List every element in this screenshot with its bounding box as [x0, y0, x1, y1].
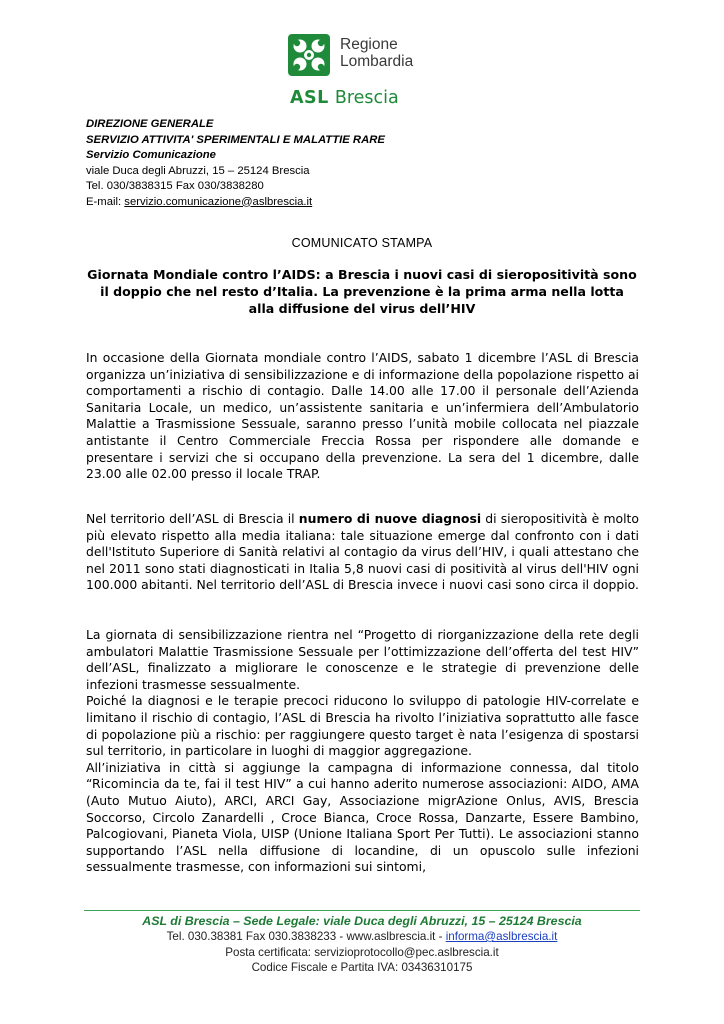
page-footer: [0, 913, 724, 976]
header-phone: Tel. 030/3838315 Fax 030/3838280: [86, 180, 264, 192]
logo-city-text: Brescia: [334, 88, 399, 108]
header-comunicazione: Servizio Comunicazione: [86, 149, 216, 161]
logo-region-line1: Regione: [340, 36, 398, 53]
logo-asl-text: ASL: [290, 88, 329, 108]
header-email-label: E-mail:: [86, 195, 125, 208]
footer-tax-id: Codice Fiscale e Partita IVA: 03436310175: [251, 961, 473, 974]
regione-lombardia-asl-logo: [288, 34, 448, 110]
paragraph-3b-text: Poiché la diagnosi e le terapie precoci riducono lo sviluppo di patologie HIV-correlate e limitano il rischio di contagio, l’ASL di Brescia ha rivolto l’iniziativa soprattutto alle fasce di popolazione più a rischio: per raggiungere questo target è nata l’esigenza di spostarsi sul territorio, in particolare in luoghi di maggior aggregazione.: [86, 693, 639, 759]
footer-pec: Posta certificata: servizioprotocollo@pec.aslbrescia.it: [225, 945, 499, 959]
footer-email-link[interactable]: informa@aslbrescia.it: [445, 930, 558, 943]
paragraph-2-start: Nel territorio dell’ASL di Brescia il: [86, 511, 299, 526]
logo-region-name: [340, 36, 413, 70]
footer-legal-address: ASL di Brescia – Sede Legale: viale Duca degli Abruzzi, 15 – 25124 Brescia: [142, 914, 582, 928]
header-direzione: DIREZIONE GENERALE: [86, 118, 214, 130]
footer-divider: [84, 910, 640, 911]
paragraph-2-end: di sieropositività è molto più elevato rispetto alla media italiana: tale situazione emerge dal confronto con i dati dell'Istituto Superiore di Sanità relativi al contagio da virus dell’HIV, i quali attestano che nel 2011 sono stati diagnosticati in Italia 5,8 nuovi casi di positività al virus dell'HIV ogni 100.000 abitanti. Nel territorio dell’ASL di Brescia invece i nuovi casi sono circa il doppio.: [86, 511, 639, 593]
header-email-line: [86, 195, 385, 211]
paragraph-3a-text: La giornata di sensibilizzazione rientra nel “Progetto di riorganizzazione della rete degli ambulatori Malattie Trasmissione Sessuale per l’ottimizzazione dell’offerta del test HIV” dell’ASL, finalizzato a migliorare le conoscenze e le strategie di prevenzione delle infezioni trasmesse sessualmente.: [86, 627, 639, 692]
logo-asl-brescia: [290, 88, 399, 108]
press-release-title: Giornata Mondiale contro l’AIDS: a Brescia i nuovi casi di sieropositività sono il doppio che nel resto d’Italia. La prevenzione è la prima arma nella lotta alla diffusione del virus dell’HIV: [87, 267, 637, 317]
header-servizio: SERVIZIO ATTIVITA' SPERIMENTALI E MALATTIE RARE: [86, 133, 385, 146]
paragraph-2: [86, 511, 639, 594]
paragraph-3: [86, 627, 639, 876]
regione-lombardia-rose-icon: [288, 34, 330, 76]
paragraph-2-emphasis: numero di nuove diagnosi: [298, 511, 482, 526]
footer-contacts-text: Tel. 030.38381 Fax 030.3838233 - www.aslbrescia.it -: [166, 930, 446, 943]
header-address: viale Duca degli Abruzzi, 15 – 25124 Brescia: [86, 164, 310, 177]
paragraph-2-text: [86, 511, 639, 594]
paragraph-3c-text: All’iniziativa in città si aggiunge la campagna di informazione connessa, dal titolo “Ricomincia da te, fai il test HIV” a cui hanno aderito numerose associazioni: AIDO, AMA (Auto Mutuo Aiuto), ARCI, ARCI Gay, Associazione migrAzione Onlus, AVIS, Brescia Soccorso, Circolo Zanardelli , Croce Bianca, Croce Rossa, Danzarte, Essere Bambino, Palcogiovani, Pianeta Viola, UISP (Unione Italiana Sport Per Tutti). Le associazioni stanno supportando l’ASL nella diffusione di locandine, di un opuscolo sulle infezioni sessualmente trasmesse, con informazioni sui sintomi,: [86, 759, 639, 875]
footer-contacts: [0, 929, 724, 945]
paragraph-1-text: In occasione della Giornata mondiale contro l’AIDS, sabato 1 dicembre l’ASL di Brescia organizza un’iniziativa di sensibilizzazione e di informazione della popolazione rispetto ai comportamenti a rischio di contagio. Dalle 14.00 alle 17.00 il personale dell’Azienda Sanitaria Locale, un medico, un’assistente sanitaria e un’infermiera dell’Ambulatorio Malattie a Trasmissione Sessuale, saranno presso l’unità mobile collocata nel piazzale antistante il Centro Commerciale Freccia Rossa per rispondere alle domande e presentare i servizi che si occupano della prevenzione. La sera del 1 dicembre, dalle 23.00 alle 02.00 presso il locale TRAP.: [86, 350, 639, 482]
logo-region-line2: Lombardia: [340, 53, 414, 70]
paragraph-1: [86, 350, 639, 483]
comunicato-stampa-heading: COMUNICATO STAMPA: [291, 236, 433, 250]
sender-header: [86, 117, 385, 210]
header-email-link[interactable]: servizio.comunicazione@aslbrescia.it: [124, 195, 313, 208]
